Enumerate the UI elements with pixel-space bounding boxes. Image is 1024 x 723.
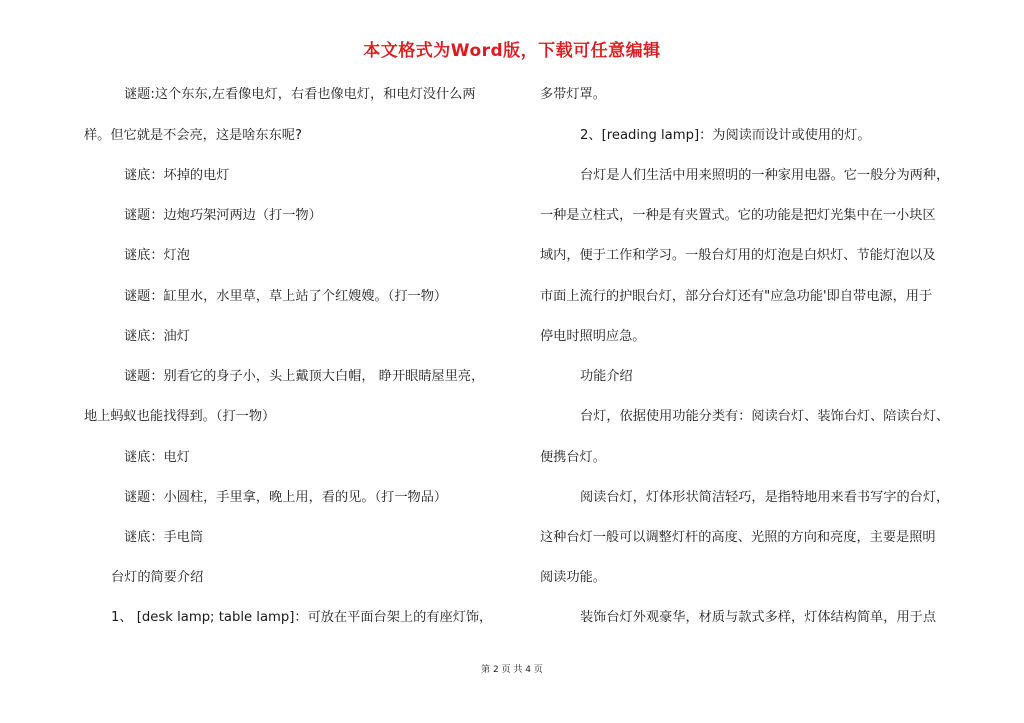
riddle-line: 谜题：别看它的身子小，头上戴顶大白帽， 睁开眼睛屋里亮， bbox=[124, 369, 485, 384]
paragraph-line: 阅读台灯，灯体形状简洁轻巧，是指特地用来看书写字的台灯， bbox=[580, 490, 950, 505]
paragraph-line: 这种台灯一般可以调整灯杆的高度、光照的方向和亮度，主要是照明 bbox=[540, 530, 936, 545]
answer-line: 谜底：电灯 bbox=[124, 450, 190, 465]
riddle-line: 谜题:这个东东,左看像电灯，右看也像电灯，和电灯没什么两 bbox=[124, 87, 476, 102]
paragraph-line: 市面上流行的护眼台灯，部分台灯还有"应急功能'即自带电源，用于 bbox=[540, 289, 933, 304]
paragraph-line: 多带灯罩。 bbox=[540, 87, 606, 102]
riddle-line: 谜题：小圆柱，手里拿，晚上用，看的见。（打一物品） bbox=[124, 490, 448, 505]
section-heading: 功能介绍 bbox=[580, 369, 633, 384]
page-number: 第 2 页 共 4 页 bbox=[481, 665, 543, 675]
riddle-line: 谜题：缸里水，水里草，草上站了个红嫂嫂。（打一物） bbox=[124, 289, 448, 304]
riddle-line: 谜题：边炮巧架河两边（打一物） bbox=[124, 208, 322, 223]
paragraph-line: 域内，便于工作和学习。一般台灯用的灯泡是白炽灯、节能灯泡以及 bbox=[540, 248, 936, 263]
paragraph-line: 1、 [desk lamp; table lamp]：可放在平面台架上的有座灯饰， bbox=[111, 610, 493, 625]
answer-line: 谜底：灯泡 bbox=[124, 248, 190, 263]
paragraph-line: 停电时照明应急。 bbox=[540, 329, 646, 344]
paragraph-line: 2、[reading lamp]：为阅读而设计或使用的灯。 bbox=[580, 128, 871, 143]
answer-line: 谜底：坏掉的电灯 bbox=[124, 168, 230, 183]
paragraph-line: 一种是立柱式，一种是有夹置式。它的功能是把灯光集中在一小块区 bbox=[540, 208, 936, 223]
answer-line: 谜底：手电筒 bbox=[124, 530, 204, 545]
paragraph-line: 便携台灯。 bbox=[540, 450, 606, 465]
section-heading: 台灯的简要介绍 bbox=[111, 570, 204, 585]
answer-line: 谜底：油灯 bbox=[124, 329, 190, 344]
paragraph-line: 台灯是人们生活中用来照明的一种家用电器。它一般分为两种， bbox=[580, 168, 950, 183]
riddle-line: 地上蚂蚁也能找得到。（打一物） bbox=[84, 409, 276, 424]
document-header: 本文格式为Word版，下载可任意编辑 bbox=[363, 41, 661, 61]
paragraph-line: 装饰台灯外观豪华，材质与款式多样，灯体结构简单，用于点 bbox=[580, 610, 937, 625]
paragraph-line: 台灯，依据使用功能分类有：阅读台灯、装饰台灯、陪读台灯、 bbox=[580, 409, 950, 424]
riddle-line: 样。但它就是不会亮，这是啥东东呢? bbox=[84, 128, 302, 143]
paragraph-line: 阅读功能。 bbox=[540, 570, 606, 585]
